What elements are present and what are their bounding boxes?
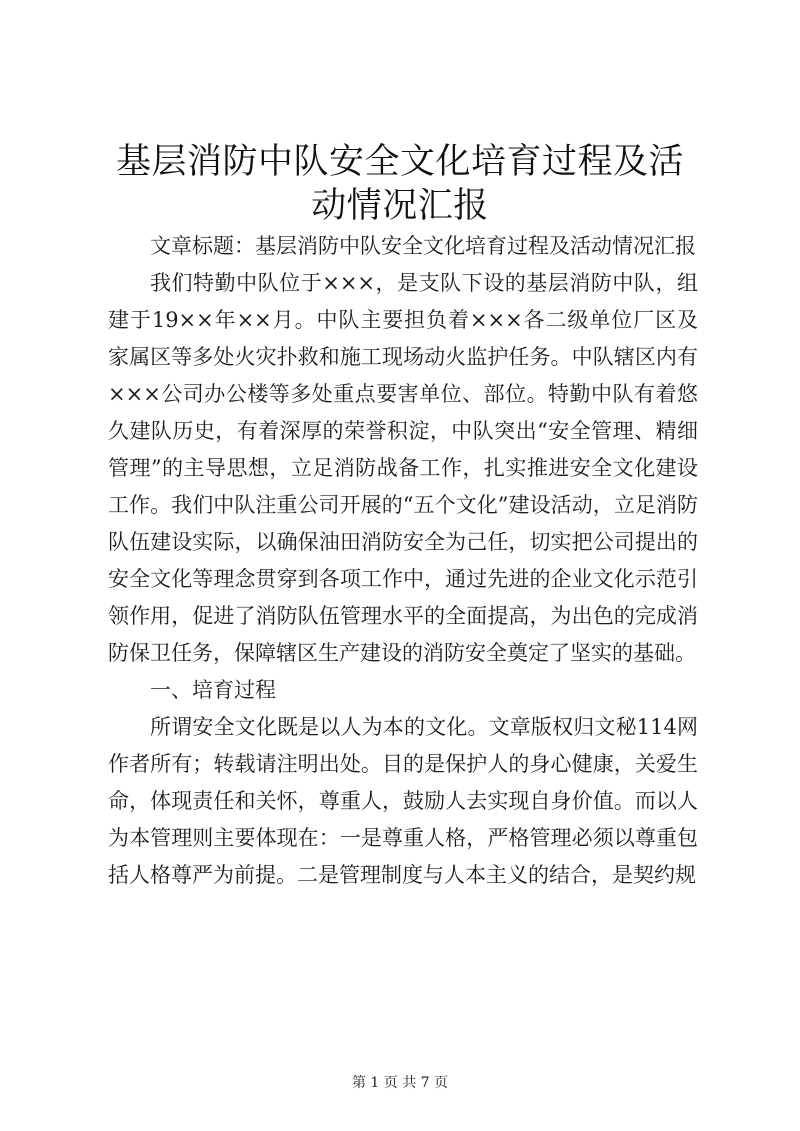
paragraph-intro: 我们特勤中队位于×××，是支队下设的基层消防中队，组建于19××年××月。中队主要担负着×××各二级单位厂区及家属区等多处火灾扑救和施工现场动火监护任务。中队辖区内有×××公司办公楼等多处重点要害单位、部位。特勤中队有着悠久建队历史，有着深厚的荣誉积淀，中队突出“安全管理、精细管理”的主导思想，立足消防战备工作，扎实推进安全文化建设工作。我们中队注重公司开展的“五个文化”建设活动，立足消防队伍建设实际，以确保油田消防安全为己任，切实把公司提出的安全文化等理念贯穿到各项工作中，通过先进的企业文化示范引领作用，促进了消防队伍管理水平的全面提高，为出色的完成消防保卫任务，保障辖区生产建设的消防安全奠定了坚实的基础。 [108, 271, 698, 665]
paragraph-culture: 所谓安全文化既是以人为本的文化。文章版权归文秘114网作者所有；转载请注明出处。目的是保护人的身心健康，关爱生命，体现责任和关怀，尊重人，鼓励人去实现自身价值。而以人为本管理则主要体现在：一是尊重人格，严格管理必须以尊重包括人格尊严为前提。二是管理制度与人本主义的结合，是契约规 [108, 715, 698, 887]
section-heading: 一、培育过程 [150, 678, 276, 702]
paragraph-article-title: 文章标题：基层消防中队安全文化培育过程及活动情况汇报 [150, 234, 696, 258]
page-footer: 第 1 页 共 7 页 [351, 1075, 449, 1091]
document-title: 基层消防中队安全文化培育过程及活动情况汇报 [115, 142, 684, 226]
document-body [108, 228, 698, 894]
